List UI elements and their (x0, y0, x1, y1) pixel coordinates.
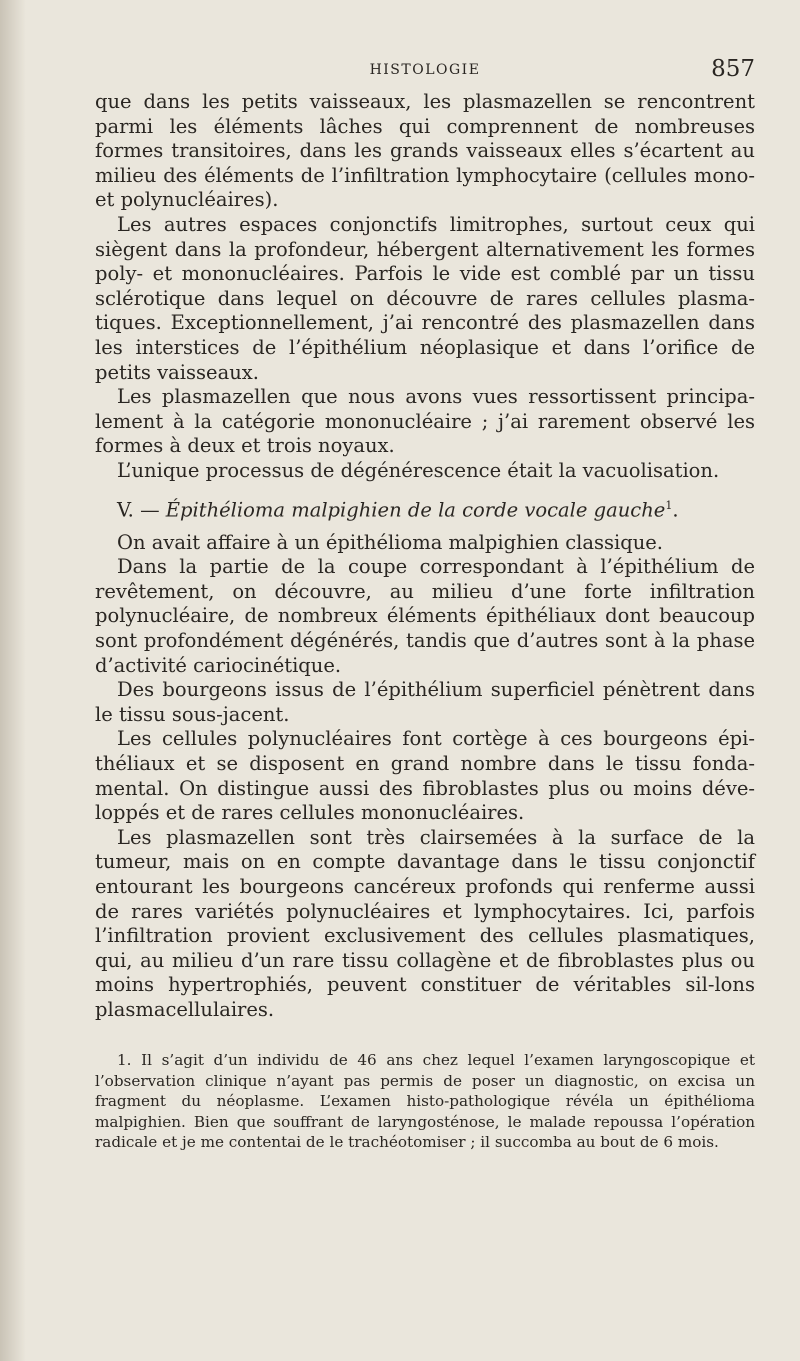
page-number: 857 (711, 56, 755, 82)
footnote (95, 1050, 755, 1153)
paragraph-3: Les plasmazellen que nous avons vues ressortissent principa-lement à la catégorie mononucléaire ; j’ai rarement observé les formes à deux et trois noyaux. (95, 385, 755, 458)
paragraph-4: L’unique processus de dégénérescence était la vacuolisation. (117, 458, 720, 482)
paragraph-1: que dans les petits vaisseaux, les plasmazellen se rencontrent parmi les éléments lâches qui comprennent de nombreuses formes transitoires, dans les grands vaisseaux elles s’écartent au milieu des éléments de l’infiltration lymphocytaire (cellules mono- et polynucléaires). (95, 90, 755, 212)
paragraph-8: Les cellules polynucléaires font cortège à ces bourgeons épi-théliaux et se disposent en grand nombre dans le tissu fonda-mental. On distingue aussi des fibroblastes plus ou moins déve-loppés et de rares cellules mononucléaires. (95, 727, 755, 825)
paragraph-2: Les autres espaces conjonctifs limitrophes, surtout ceux qui siègent dans la profondeur, hébergent alternativement les formes poly- et mononucléaires. Parfois le vide est comblé par un tissu sclérotique dans lequel on découvre de rares cellules plasma-tiques. Exceptionnellement, j’ai rencontré des plasmazellen dans les interstices de l’épithélium néoplasique et dans l’orifice de petits vaisseaux. (95, 212, 755, 384)
body-text (95, 90, 755, 1022)
page-header (95, 50, 755, 90)
paragraph-7: Des bourgeons issus de l’épithélium superficiel pénètrent dans le tissu sous-jacent. (95, 678, 755, 726)
footnote-text: 1. Il s’agit d’un individu de 46 ans chez lequel l’examen laryngoscopique et l’observation clinique n’ayant pas permis de poser un diagnostic, on excisa un fragment du néoplasme. L’examen histo-pathologique révéla un épithélioma malpighien. Bien que souffrant de laryngosténose, le malade repoussa l’opération radicale et je me contentai de le trachéotomiser ; il succomba au bout de 6 mois. (95, 1051, 755, 1152)
section-title: Épithélioma malpighien de la corde vocale gauche (165, 498, 666, 521)
paragraph-5: On avait affaire à un épithélioma malpighien classique. (117, 530, 664, 554)
book-page (95, 50, 755, 1153)
paragraph-6: Dans la partie de la coupe correspondant à l’épithélium de revêtement, on découvre, au milieu d’une forte infiltration polynucléaire, de nombreux éléments épithéliaux dont beaucoup sont profondément dégénérés, tandis que d’autres sont à la phase d’activité cariocinétique. (95, 555, 755, 677)
paragraph-9: Les plasmazellen sont très clairsemées à la surface de la tumeur, mais on en compte davantage dans le tissu conjonctif entourant les bourgeons cancéreux profonds qui renferme aussi de rares variétés polynucléaires et lymphocytaires. Ici, parfois l’infiltration provient exclusivement des cellules plasmatiques, qui, au milieu d’un rare tissu collagène et de fibroblastes plus ou moins hypertrophiés, peuvent constituer de véritables sil-lons plasmacellulaires. (95, 825, 755, 1021)
section-heading (95, 494, 755, 523)
footnote-ref[interactable]: 1 (665, 498, 673, 512)
section-number: V. — (117, 498, 160, 521)
running-head: HISTOLOGIE (369, 62, 481, 78)
section-end: . (672, 498, 679, 521)
scan-edge-shadow (0, 0, 26, 1361)
